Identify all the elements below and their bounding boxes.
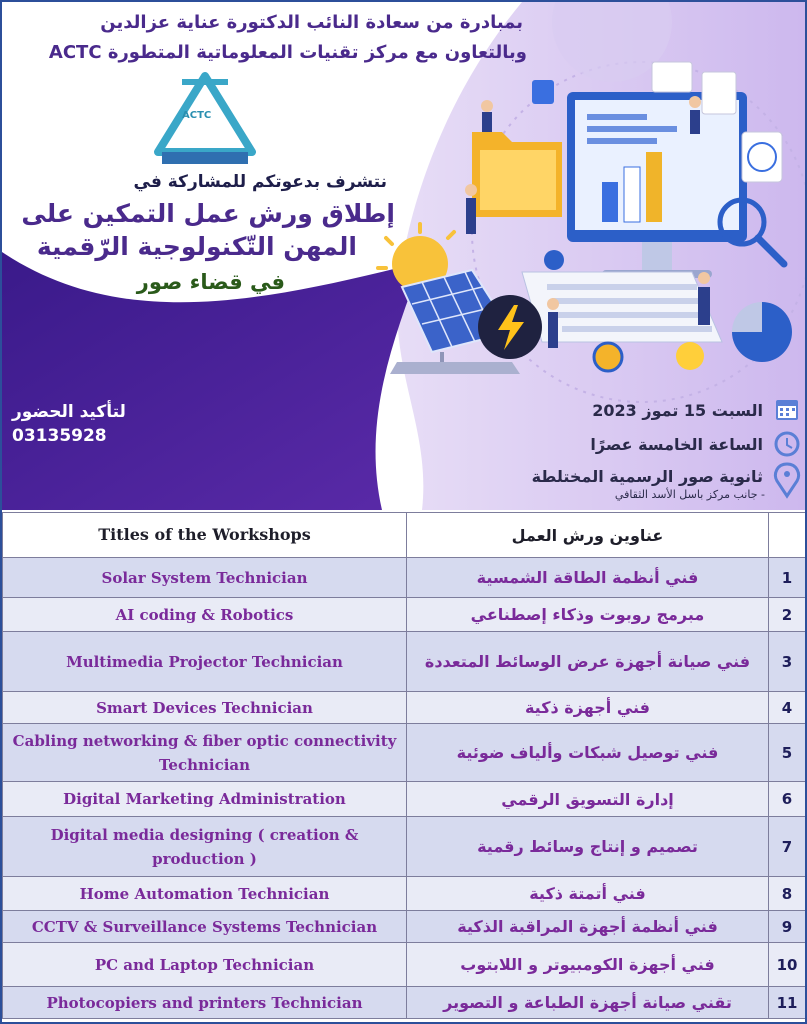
row-num: 1 (769, 558, 806, 598)
event-date-text: السبت 15 تموز 2023 (592, 400, 763, 420)
row-en: Photocopiers and printers Technician (3, 987, 407, 1019)
logo-label: ACTC (182, 110, 212, 121)
title-line-2: المهن التّكنولوجية الرّقمية (36, 232, 357, 261)
row-ar: فني أتمتة ذكية (407, 877, 769, 911)
row-num: 3 (769, 632, 806, 692)
row-ar: إدارة التسويق الرقمي (407, 782, 769, 817)
row-en: Home Automation Technician (3, 877, 407, 911)
row-ar: فني صيانة أجهزة عرض الوسائط المتعددة (407, 632, 769, 692)
row-num: 9 (769, 911, 806, 943)
event-time (590, 432, 795, 456)
header-num (769, 513, 806, 558)
table-row (3, 632, 806, 692)
row-en: Cabling networking & fiber optic connectivity Technician (3, 724, 407, 782)
row-en: CCTV & Surveillance Systems Technician (3, 911, 407, 943)
event-location-note: - جانب مركز باسل الأسد الثقافي (614, 488, 765, 501)
event-location-text: ثانوية صور الرسمية المختلطة (531, 466, 763, 486)
table-row (3, 558, 806, 598)
title-line-3: في قضاء صور (136, 270, 285, 294)
workshops-table (2, 512, 805, 1022)
row-ar: فني توصيل شبكات وألياف ضوئية (407, 724, 769, 782)
header-en: Titles of the Workshops (3, 513, 407, 558)
table-row (3, 877, 806, 911)
row-num: 4 (769, 692, 806, 724)
table-row (3, 782, 806, 817)
confirm-attendance (12, 402, 126, 446)
row-ar: فني أجهزة الكومبيوتر و اللابتوب (407, 943, 769, 987)
row-ar: فني أجهزة ذكية (407, 692, 769, 724)
table-row (3, 987, 806, 1019)
event-date (592, 398, 795, 422)
table-row (3, 817, 806, 877)
header-line-1: بمبادرة من سعادة النائب الدكتورة عناية عزالدين (100, 12, 523, 33)
row-en: Solar System Technician (3, 558, 407, 598)
table-row (3, 943, 806, 987)
row-num: 7 (769, 817, 806, 877)
row-ar: فني أنظمة أجهزة المراقبة الذكية (407, 911, 769, 943)
confirm-phone[interactable]: 03135928 (12, 426, 107, 446)
header-line-2: وبالتعاون مع مركز تقنيات المعلوماتية المتطورة ACTC (48, 42, 527, 63)
row-num: 2 (769, 598, 806, 632)
table-header (3, 513, 806, 558)
table-row (3, 911, 806, 943)
table-row (3, 598, 806, 632)
row-en: Smart Devices Technician (3, 692, 407, 724)
row-ar: مبرمج روبوت وذكاء إصطناعي (407, 598, 769, 632)
table-row (3, 692, 806, 724)
event-location (532, 464, 795, 488)
hero-banner (2, 2, 805, 510)
row-en: PC and Laptop Technician (3, 943, 407, 987)
row-ar: تصميم و إنتاج وسائط رقمية (407, 817, 769, 877)
row-num: 6 (769, 782, 806, 817)
row-num: 11 (769, 987, 806, 1019)
title-line-1: إطلاق ورش عمل التمكين على (21, 199, 395, 228)
row-en: Digital Marketing Administration (3, 782, 407, 817)
row-num: 10 (769, 943, 806, 987)
invite-text: نتشرف بدعوتكم للمشاركة في (133, 172, 387, 192)
row-ar: تقني صيانة أجهزة الطباعة و التصوير (407, 987, 769, 1019)
row-en: Digital media designing ( creation & production ) (3, 817, 407, 877)
event-time-text: الساعة الخامسة عصرًا (590, 434, 763, 454)
header-ar: عناوين ورش العمل (407, 513, 769, 558)
row-en: Multimedia Projector Technician (3, 632, 407, 692)
row-ar: فني أنظمة الطاقة الشمسية (407, 558, 769, 598)
confirm-label: لتأكيد الحضور (12, 402, 126, 422)
row-num: 5 (769, 724, 806, 782)
table-row (3, 724, 806, 782)
row-en: AI coding & Robotics (3, 598, 407, 632)
row-num: 8 (769, 877, 806, 911)
